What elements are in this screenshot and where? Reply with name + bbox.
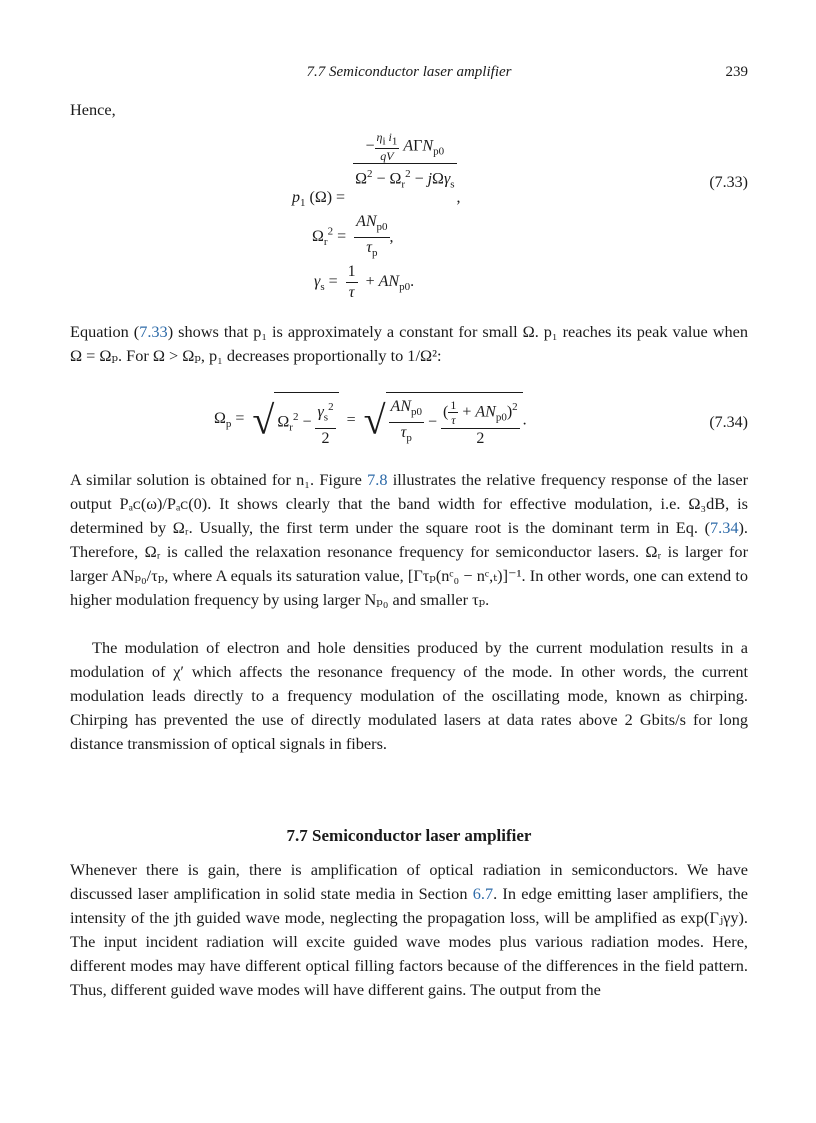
section-link-6-7[interactable]: 6.7 — [472, 884, 494, 903]
page-header — [70, 64, 748, 86]
paragraph-4: Whenever there is gain, there is amplification of optical radiation in semiconductors. We have discussed laser amplification in solid state media in Section 6.7. In edge emitting laser amplifiers, the intensity of the jth guided wave mode, neglecting the propagation loss, will be amplified as exp(Γⱼγy). The input incident radiation will excite guided wave modes plus various radiation modes. Here, different modes may have different optical filling factors because of the differences in the field pattern. Thus, different guided wave modes will have different gains. The output from the — [70, 860, 748, 999]
eq-omega-p-line: $\Omega_p$ = √ $\Omega_r^2$ − $\frac{\gamma_s^2}{2}$ = √ $\frac{AN_{p0}}{\tau_p}$ − ( $\frac{1}{\tau}$ + $AN_{p0})^2$ 2 . — [214, 392, 527, 449]
paragraph-1: Equation (7.33) shows that p₁ is approximately a constant for small Ω. p₁ reaches its peak value when Ω = Ωₚ. For Ω > Ωₚ, p₁ decreases proportionally to 1/Ω²: — [70, 322, 748, 365]
page-number: 239 — [725, 64, 748, 80]
figure-link-7-8[interactable]: 7.8 — [367, 470, 388, 489]
eq-7-33-number: (7.33) — [709, 174, 748, 191]
paragraph-3: The modulation of electron and hole densities produced by the current modulation results in a modulation of χ′ which affects the resonance frequency of the mode. In other words, the current modulation leads directly to a frequency modulation of the oscillating mode, known as chirping. Chirping has prevented the use of directly modulated lasers at data rates above 2 Gbits/s for long distance transmission of optical signals in fibers. — [70, 638, 748, 753]
eq-omega-r-line: $\Omega_r^2$ = $\frac{AN_{p0}}{\tau_p}$ , — [312, 213, 394, 260]
eq-7-34-number: (7.34) — [709, 414, 748, 431]
running-title: 7.7 Semiconductor laser amplifier — [306, 64, 512, 80]
hence-text: Hence, — [70, 100, 116, 119]
eq-link-7-33[interactable]: 7.33 — [139, 322, 168, 341]
eq-gamma-s-line: $\gamma_s$ = $\frac{1}{\tau}$ + $AN_{p0}$. — [314, 263, 415, 301]
section-heading: 7.7 Semiconductor laser amplifier — [286, 826, 532, 845]
paragraph-2: A similar solution is obtained for n₁. Figure 7.8 illustrates the relative frequency response of the laser output Pₐᴄ(ω)/Pₐᴄ(0). It shows clearly that the band width for effective modulation, i.e. Ω₃dB, is determined by Ωᵣ. Usually, the first term under the square root is the dominant term in Eq. (7.34). Therefore, Ωᵣ is called the relaxation resonance frequency for semiconductor lasers. Ωᵣ is larger for larger ANₚ₀/τₚ, where A equals its saturation value, [Γτₚ(nᶜ₀ − nᶜ,ₜ)]⁻¹. In other words, one can extend to higher modulation frequency by using larger Nₚ₀ and smaller τₚ. — [70, 470, 748, 609]
eq-link-7-34[interactable]: 7.34 — [710, 518, 739, 537]
eq-p1-line: $p_1$ (Ω) = − $\frac{\eta_i i_1}{qV}$ $A\Gamma N_{p0}$ $\Omega^2 - \Omega_r^2 - j\Omega\gamma_s$ , — [292, 130, 461, 210]
